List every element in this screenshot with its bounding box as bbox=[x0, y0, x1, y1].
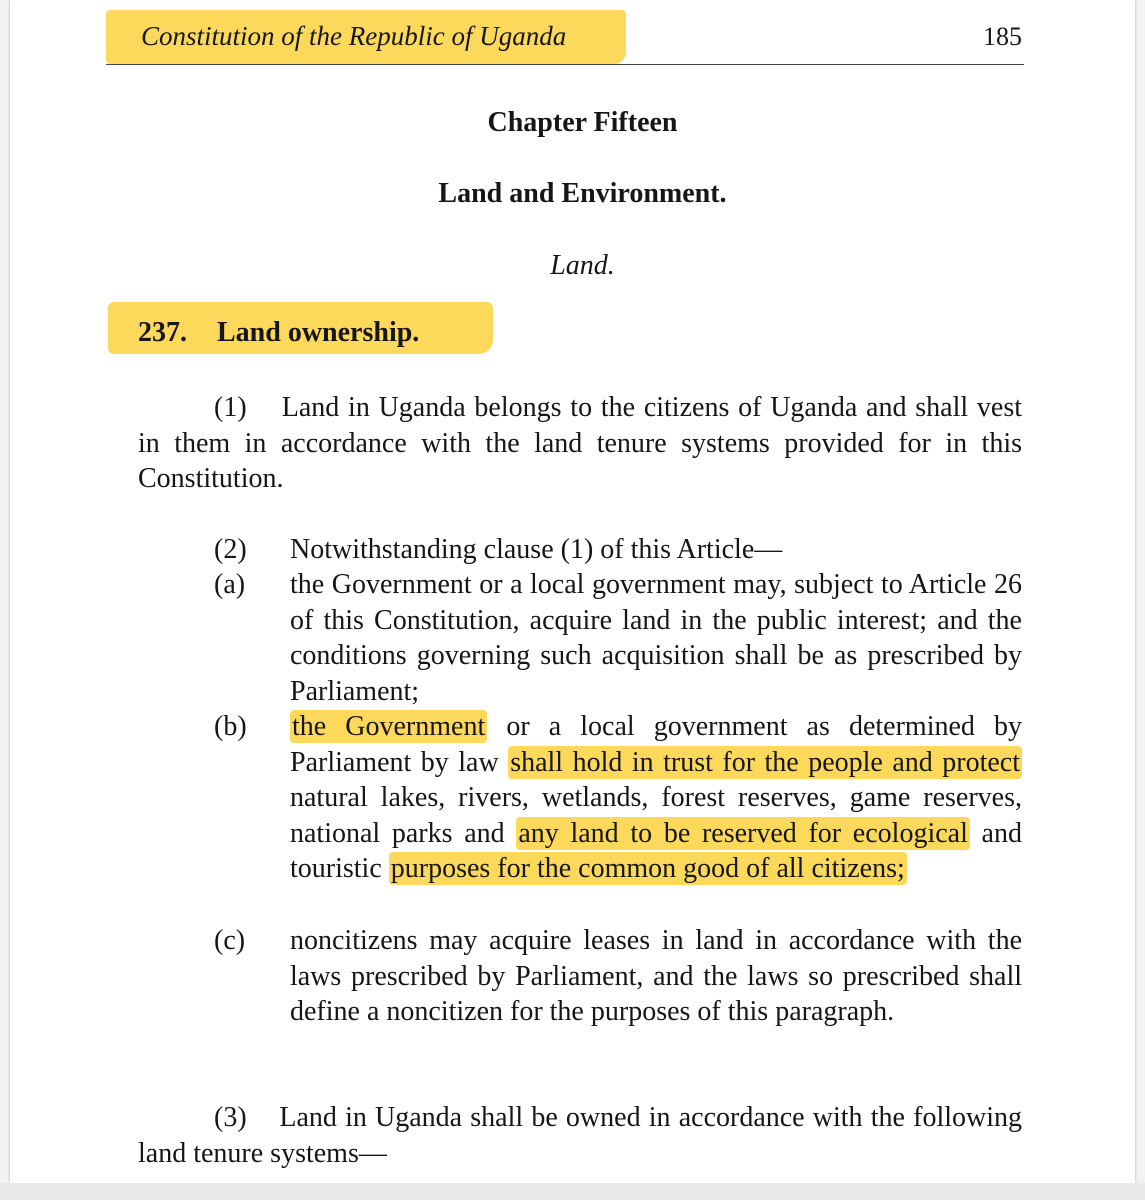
text-span: natural lakes, rivers, wetlands, forest reserves, game reserves, national parks and bbox=[290, 782, 1022, 849]
paragraph-text bbox=[290, 709, 1022, 887]
paragraph-text: the Government or a local government may, subject to Article 26 of this Constitution, acquire land in the public interest; and the conditions governing such acquisition shall be as prescribed by Parliament; bbox=[290, 569, 1022, 707]
clause-3 bbox=[138, 1100, 1022, 1171]
page-number: 185 bbox=[983, 22, 1022, 51]
highlighted-text: purposes for the common good of all citizens; bbox=[390, 853, 905, 884]
chapter-title: Land and Environment. bbox=[438, 178, 727, 209]
paragraph-text: noncitizens may acquire leases in land in accordance with the laws prescribed by Parliament, and the laws so prescribed shall define a noncitizen for the purposes of this paragraph. bbox=[290, 925, 1022, 1027]
paragraph-label: (c) bbox=[214, 925, 246, 956]
clause-label: (2) bbox=[214, 534, 247, 565]
chapter-number: Chapter Fifteen bbox=[487, 107, 678, 138]
running-title: Constitution of the Republic of Uganda bbox=[141, 21, 567, 51]
clause-text: Land in Uganda belongs to the citizens of Uganda and shall vest in them in accordance with the land tenure systems provided for in this Constitution. bbox=[138, 392, 1022, 494]
article-title: Land ownership. bbox=[217, 317, 420, 348]
article-number: 237. bbox=[138, 317, 187, 348]
clause-text: Notwithstanding clause (1) of this Article— bbox=[290, 534, 783, 565]
highlighted-text: the Government bbox=[292, 711, 486, 742]
text-span: and touristic bbox=[290, 817, 1022, 884]
paragraph-label: (a) bbox=[214, 569, 246, 600]
article-heading bbox=[138, 317, 419, 349]
paragraph-label: (b) bbox=[214, 711, 247, 742]
clause-label: (3) bbox=[214, 1102, 247, 1133]
viewer-bottom-edge bbox=[0, 1183, 1145, 1200]
section-subheading: Land. bbox=[550, 250, 615, 281]
clause-label: (1) bbox=[214, 392, 247, 423]
document-page bbox=[10, 0, 1135, 1183]
clause-text: Land in Uganda shall be owned in accordance with the following land tenure systems— bbox=[138, 1102, 1022, 1169]
highlighted-text: shall hold in trust for the people and protect bbox=[510, 746, 1020, 778]
clause-1 bbox=[138, 390, 1022, 497]
running-header bbox=[106, 10, 1024, 65]
text-span: or a local government as determined by Parliament by law bbox=[290, 711, 1022, 778]
highlighted-text: any land to be reserved for ecological bbox=[518, 817, 968, 849]
